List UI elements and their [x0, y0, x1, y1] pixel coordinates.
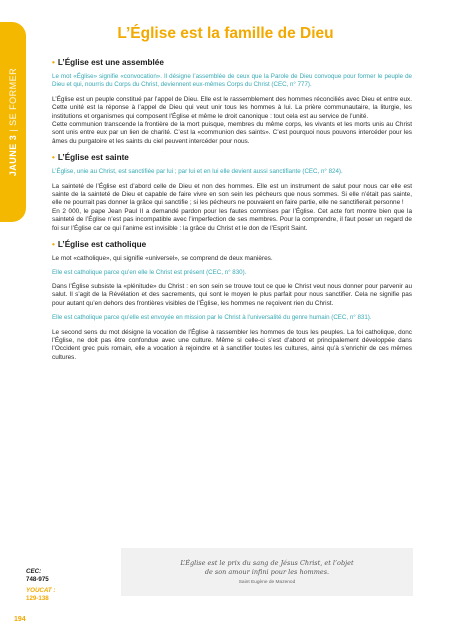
paragraph: Le mot «catholique», qui signifie «universel», se comprend de deux manières. — [52, 255, 273, 263]
paragraph: L’Église est un peuple constitué par l’appel de Dieu. Elle est le rassemblement des hommes réconciliés avec Dieu et entre eux. Cette unité est la réponse à l’appel de Dieu qui veut unir tous les hommes à lui. La prière communautaire, la liturgie, les institutions et organismes qui composent l’Église et même le droit canonique : tout cela est au service de l’unité. — [52, 95, 412, 120]
section-assemblee — [52, 58, 412, 146]
paragraph: Dans l’Église subsiste la «plénitude» du Christ : en son sein se trouve tout ce que le Christ veut nous donner pour parvenir au salut. Il s’agit de la Révélation et des sacrements, qui sont le moyen le plus parfait pour nous sanctifier. Cela ne signifie pas pour autant qu’en dehors des frontières visibles de l’Église, les hommes ne reçoivent rien du Christ. — [52, 282, 412, 307]
saint-quote-line: de son amour infini pour les hommes. — [204, 568, 330, 576]
section-sainte — [52, 153, 412, 233]
catechism-quote: Le mot «Église» signifie «convocation». Il désigne l’assemblée de ceux que la Parole de Dieu convoque pour former le peuple de Dieu et qui, nourris du Corps du Christ, deviennent eux-mêmes Corps du Christ (CEC, n° 777). — [52, 73, 412, 89]
page-title: L’Église est la famille de Dieu — [117, 25, 334, 42]
youcat-value: 129-138 — [26, 595, 49, 602]
saint-quote-box — [121, 548, 413, 596]
catechism-quote: Elle est catholique parce qu’elle est envoyée en mission par le Christ à l’universalité du genre humain (CEC, n° 831). — [52, 314, 372, 322]
section-heading: • L’Église est une assemblée — [52, 58, 164, 67]
section-heading: • L’Église est sainte — [52, 153, 129, 163]
paragraph: Cette communion transcende la frontière de la mort puisque, membres du même corps, les vivants et les morts unis au Christ sont unis entre eux par un lien de charité. C’est la «communion des saints». C’est pourquoi nous pouvons intercéder pour les âmes du purgatoire et les saints du ciel peuvent intercéder pour nous. — [52, 121, 412, 145]
page-number: 194 — [14, 616, 26, 623]
chapter-side-tab: JAUNE 3 | SE FORMER — [0, 22, 26, 222]
cec-value: 748-975 — [26, 576, 49, 583]
saint-quote-author: Saint Eugène de Mazenod — [238, 580, 296, 585]
cec-label: CEC: — [26, 568, 42, 575]
main-content — [52, 58, 412, 369]
youcat-label: YOUCAT : — [26, 587, 56, 594]
catechism-quote: Elle est catholique parce qu’en elle le Christ est présent (CEC, n° 830). — [52, 268, 247, 276]
bullet-icon: • — [52, 240, 55, 250]
bullet-icon: • — [52, 58, 55, 67]
paragraph: Le second sens du mot désigne la vocation de l’Église à rassembler les hommes de tous les peuples. La foi catholique, donc l’Église, ne doit pas être confondue avec une culture. Même si celle-ci s’est d’abord et principalement développée dans l’Occident grec puis romain, elle a vocation à rejoindre et à sanctifier toutes les cultures, ainsi qu’à s’enrichir de ces mêmes cultures. — [52, 328, 412, 361]
chapter-tab-label: JAUNE 3 — [8, 134, 19, 177]
chapter-tab-sublabel: SE FORMER — [8, 67, 19, 126]
bullet-icon: • — [52, 153, 55, 163]
references — [26, 568, 55, 606]
catechism-quote: L’Église, unie au Christ, est sanctifiée par lui ; par lui et en lui elle devient aussi sanctifiante (CEC, n° 824). — [52, 168, 343, 176]
section-catholique — [52, 240, 412, 362]
paragraph: En 2 000, le pape Jean Paul II a demandé pardon pour les fautes commises par l’Église. Cet acte fort montre bien que la sainteté de l’Église n’est pas incompatible avec l’imperfection de ses membres. Pour la comprendre, il faut poser un regard de foi sur l’Église car ce qui l’anime est invisible : la grâce du Christ et le don de l’Esprit Saint. — [52, 207, 412, 232]
saint-quote-line: L’Église est le prix du sang de Jésus Christ, et l’objet — [180, 559, 354, 567]
paragraph: La sainteté de l’Église est d’abord celle de Dieu et non des hommes. Elle est un instrument de salut pour nous car elle est sainte de la sainteté de Dieu et capable de faire vivre en son sein les pécheurs que nous sommes. Si elle n’était pas sainte, elle ne pourrait pas donner la grâce qui sanctifie ; si les pécheurs ne pouvaient en faire partie, elle ne sanctifierait personne ! — [52, 182, 412, 207]
section-heading: • L’Église est catholique — [52, 240, 147, 250]
